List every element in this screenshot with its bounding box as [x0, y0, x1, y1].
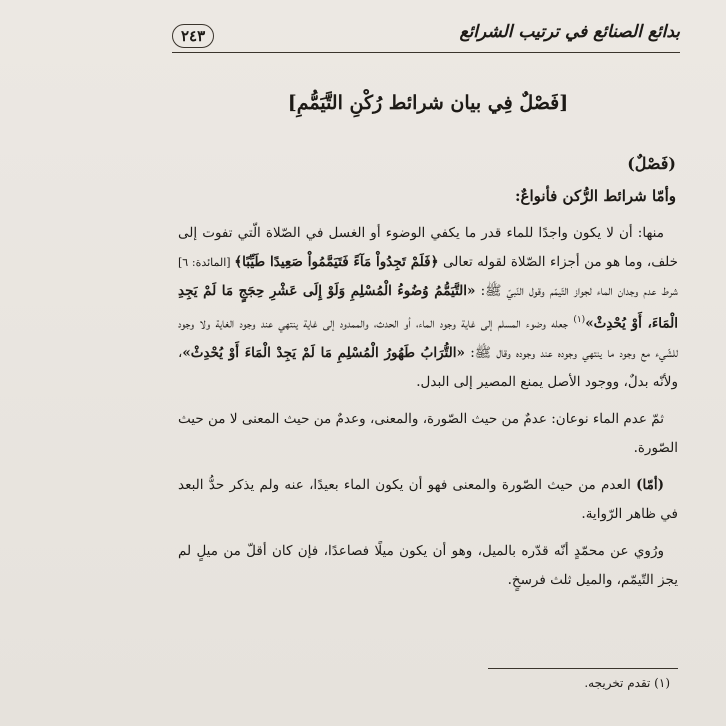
- paragraph-3: [178, 471, 678, 529]
- section-label: (فَصْلٌ): [627, 154, 676, 173]
- text-span: ، ولأنّه بدلٌ، ووجود الأصل يمنع المصير إلى البدل.: [178, 344, 678, 390]
- verse-citation: [المائدة: ٦]: [178, 256, 235, 269]
- paragraph-lead: (أمّا): [636, 476, 664, 493]
- page-body: [178, 92, 678, 603]
- paragraph-1: [178, 219, 678, 397]
- chapter-title: [فَصْلٌ فِي بيان شرائط رُكْنِ التَّيَمُّمِ]: [287, 92, 569, 114]
- paragraph-2: ثمّ عدم الماء نوعان: عدمٌ من حيث الصّورة، والمعنى، وعدمٌ من حيث المعنى لا من حيث الصّورة.: [178, 410, 678, 456]
- hadith-quote: «التُّرَابُ طَهُورُ الْمُسْلِمِ مَا لَمْ يَجِدْ الْمَاءَ أَوْ يُحْدِثْ»: [182, 344, 465, 361]
- text-span: جعله وضوء المسلم إلى غاية وجود الماء، أو الحدث، والممدود إلى غاية ينتهي عند وجود الغاية ولا وجود للشّيء مع وجود ما ينتهي وجوده عند وجوده وقال ﷺ:: [178, 315, 678, 361]
- footnote-ref: (١): [573, 315, 586, 325]
- running-title: بدائع الصنائع في ترتيب الشرائع: [459, 22, 680, 42]
- paragraph-4: ورُوي عن محمّدٍ أنّه قدّره بالميل، وهو أن يكون ميلًا فصاعدًا، فإن كان أقلّ من ميلٍ لم يجز التّيمّم، والميل ثلث فرسخٍ.: [178, 542, 678, 588]
- text-span: العدم من حيث الصّورة والمعنى فهو أن يكون الماء بعيدًا، عنه ولم يذكر حدُّ البعد في ظاهر الرّواية.: [178, 476, 678, 522]
- footnote: (١) تقدم تخريجه.: [584, 676, 670, 690]
- text-span: شرط عدم وجدان الماء لجواز التّيمّم وقول النّبيّ ﷺ:: [475, 283, 678, 299]
- page-number: ٢٤٣: [172, 24, 214, 48]
- text-span: منها: أن لا يكون واجدًا للماء قدر ما يكفي الوضوء أو الغسل في الصّلاة الّتي تفوت إلى خلف، وما هو من أجزاء الصّلاة لقوله تعالى: [178, 225, 678, 270]
- page-header: [172, 22, 680, 53]
- hadith-quote: «التَّيَمُّمُ وُضُوءُ الْمُسْلِمِ وَلَوْ إِلَى عَشْرِ حِجَجٍ مَا لَمْ يَجِدِ الْمَاءَ، أَوْ يُحْدِثْ»: [178, 283, 678, 332]
- quran-verse: ﴿فَلَمْ تَجِدُواْ مَآءً فَتَيَمَّمُواْ صَعِيدًا طَيِّبًا﴾: [234, 254, 439, 270]
- subheading: وأمّا شرائط الرُّكن فأنواعٌ:: [514, 187, 676, 205]
- footnote-divider: [488, 668, 678, 669]
